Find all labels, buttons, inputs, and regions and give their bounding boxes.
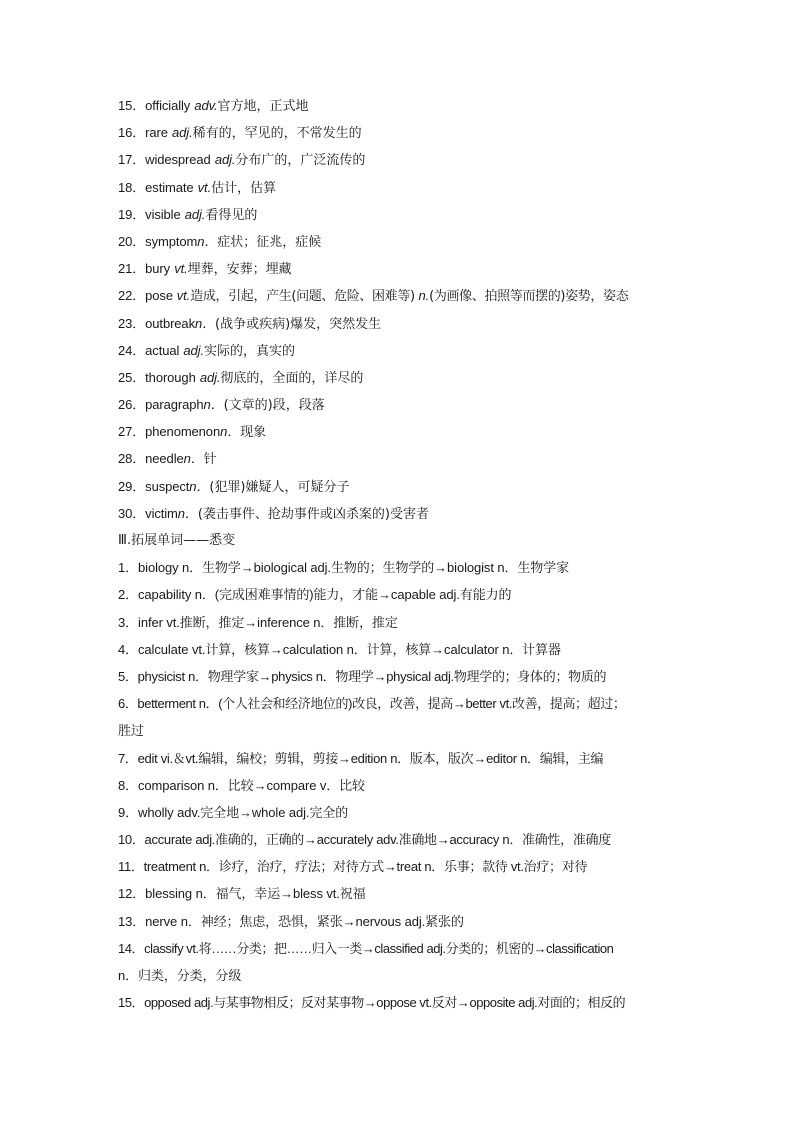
item-number: 24． [118, 342, 146, 358]
vocab-word: outbreak [145, 315, 195, 331]
vocab-word: rare [145, 125, 168, 141]
part-of-speech: adj. [199, 369, 221, 385]
extension-line-6: 6．betterment n．(个人社会和经济地位的)改良，改善，提高→better vt.改善，提高；超过； [118, 696, 626, 712]
extension-line-7: 7．edit vi.＆vt.编辑，编校；剪辑，剪接→edition n．版本，版次→editor n．编辑，主编 [118, 750, 604, 766]
definition: 稀有的，罕见的，不常发生的 [192, 126, 362, 142]
vocab-item-28 [118, 445, 684, 472]
definition: 造成，引起，产生(问题、危险、困难等) [190, 289, 415, 305]
vocab-item-29 [118, 473, 684, 500]
item-number: 29． [118, 478, 146, 494]
extension-line-12: 12．blessing n．福气，幸运→bless vt.祝福 [118, 886, 366, 902]
vocab-word: thorough [145, 369, 196, 385]
item-number: 17． [118, 152, 146, 168]
item-number: 23． [118, 315, 146, 331]
item-number: 19． [118, 206, 146, 222]
item-number: 21． [118, 261, 146, 277]
definition: 实际的，真实的 [203, 343, 295, 359]
part-of-speech: adv. [194, 98, 218, 113]
vocab-item-25 [118, 364, 684, 391]
vocab-word: pose [145, 288, 173, 304]
vocab-item-24 [118, 337, 684, 364]
vocab-item-20 [118, 228, 684, 255]
extension-line-10: 10．accurate adj.准确的，正确的→accurately adv.准确地→accuracy n．准确性，准确度 [118, 832, 611, 848]
vocab-word: symptom [145, 233, 198, 249]
part-of-speech: vt. [174, 261, 188, 277]
part-of-speech: adj. [184, 206, 206, 222]
extension-line-8: 8．comparison n．比较→compare v．比较 [118, 777, 365, 793]
vocab-word: visible [145, 206, 181, 222]
item-number: 28． [118, 451, 146, 467]
vocab-word: officially [145, 98, 191, 113]
definition: (犯罪)嫌疑人，可疑分子 [209, 479, 350, 495]
vocab-item-18 [118, 174, 684, 201]
vocab-word: bury [145, 261, 171, 277]
part-of-speech: adj. [172, 125, 193, 141]
extension-line-15: 15．opposed adj.与某事物相反；反对某事物→oppose vt.反对→opposite adj.对面的；相反的 [118, 995, 626, 1011]
definition: 针 [203, 452, 217, 468]
vocab-item-23 [118, 310, 684, 337]
vocab-word: victim [145, 505, 178, 521]
item-number: 15． [118, 98, 146, 113]
definition: 彻底的，全面的，详尽的 [220, 370, 364, 386]
vocab-item-16 [118, 119, 684, 146]
definition: 官方地，正式地 [217, 99, 309, 114]
part-of-speech-2: n. [418, 288, 430, 304]
item-number: 16． [118, 125, 146, 141]
item-number: 26． [118, 397, 146, 413]
extension-line-14: 14．classify vt.将……分类；把……归入一类→classified adj.分类的；机密的→classification [118, 940, 614, 956]
vocab-item-26 [118, 391, 684, 418]
part-of-speech: n． [197, 233, 218, 249]
part-of-speech: adj. [214, 152, 236, 168]
part-of-speech: adj. [183, 342, 204, 358]
part-of-speech: vt. [197, 179, 212, 195]
definition: 看得见的 [205, 207, 258, 223]
part-of-speech: n． [177, 505, 198, 521]
vocab-item-21 [118, 255, 684, 282]
part-of-speech: n． [203, 397, 224, 413]
extension-line-4: 4．calculate vt.计算，核算→calculation n．计算，核算→calculator n．计算器 [118, 641, 561, 657]
part-of-speech: n． [194, 315, 215, 331]
definition: 现象 [240, 425, 267, 441]
vocab-word: widespread [145, 152, 211, 168]
vocab-word: phenomenon [145, 424, 221, 440]
extension-line-2: 2．capability n．(完成困难事情的)能力，才能→capable adj.有能力的 [118, 587, 512, 603]
vocab-item-30 [118, 500, 684, 527]
vocab-word: paragraph [145, 397, 204, 413]
definition: (战争或疾病)爆发，突然发生 [215, 316, 382, 332]
section-heading: Ⅲ.拓展单词——悉变 [118, 533, 236, 548]
definition: 埋葬，安葬；埋藏 [187, 262, 292, 278]
part-of-speech: n． [220, 424, 241, 440]
part-of-speech: n． [189, 478, 210, 494]
vocab-word: estimate [145, 179, 194, 195]
item-number: 30． [118, 505, 146, 521]
definition: 症状；征兆，症候 [217, 234, 322, 250]
part-of-speech: vt. [176, 288, 191, 304]
item-number: 20． [118, 233, 146, 249]
extension-line-9: 9．wholly adv.完全地→whole adj.完全的 [118, 804, 349, 820]
vocab-word: needle [145, 451, 184, 467]
definition: 分布广的，广泛流传的 [235, 153, 366, 169]
item-number: 25． [118, 369, 146, 385]
extension-line-5: 5．physicist n．物理学家→physics n．物理学→physical adj.物理学的；身体的；物质的 [118, 668, 607, 684]
vocab-item-19 [118, 201, 684, 228]
vocab-item-15 [118, 92, 684, 119]
item-number: 22． [118, 288, 146, 304]
vocab-item-22 [118, 282, 684, 309]
definition: (袭击事件、抢劫事件或凶杀案的)受害者 [197, 506, 429, 522]
vocab-item-17 [118, 146, 684, 173]
definition: 估计，估算 [211, 180, 277, 196]
extension-line-11: 11．treatment n．诊疗，治疗，疗法；对待方式→treat n．乐事；款待 vt.治疗；对待 [118, 859, 588, 875]
vocab-item-27 [118, 418, 684, 445]
extension-line-6-cont: 胜过 [118, 723, 144, 739]
vocab-word: suspect [145, 478, 190, 494]
extension-line-3: 3．infer vt.推断，推定→inference n．推断，推定 [118, 614, 398, 630]
extension-line-1: 1．biology n．生物学→biological adj.生物的；生物学的→biologist n．生物学家 [118, 560, 569, 576]
extension-line-14-cont: n．归类，分类，分级 [118, 968, 242, 983]
definition-2: (为画像、拍照等而摆的)姿势，姿态 [429, 289, 629, 305]
item-number: 18． [118, 179, 146, 195]
part-of-speech: n． [183, 451, 204, 467]
vocab-word: actual [145, 342, 180, 358]
extension-line-13: 13．nerve n．神经；焦虑，恐惧，紧张→nervous adj.紧张的 [118, 913, 464, 929]
vocabulary-list [118, 92, 684, 1016]
item-number: 27． [118, 424, 146, 440]
definition: (文章的)段，段落 [223, 398, 325, 414]
